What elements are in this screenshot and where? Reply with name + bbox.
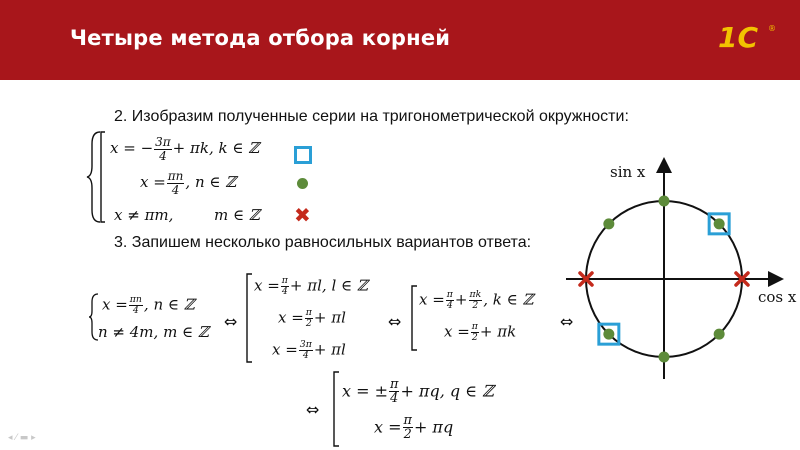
v3-l2-rhs: + πq	[413, 417, 454, 437]
v2-l2-den: 2	[471, 331, 478, 343]
v2-l2-num: π	[471, 321, 478, 332]
series1-denominator: 4	[154, 149, 172, 163]
v3-l1-lhs: x = ±	[342, 381, 389, 401]
green-dot-point	[714, 329, 725, 340]
v2-l1-lhs: x =	[419, 290, 445, 309]
series1-formula	[110, 136, 259, 162]
series3-formula	[114, 208, 173, 223]
v1-l2-num: π	[305, 307, 312, 318]
system-line1-den: 4	[129, 305, 143, 316]
variant2-line2	[444, 322, 516, 343]
blue-square-marker	[294, 146, 312, 164]
v2-l1-num1: π	[446, 289, 453, 300]
1c-logo	[718, 21, 776, 56]
system-line1	[102, 295, 195, 316]
green-dot-point	[714, 218, 725, 229]
green-dot-point	[603, 218, 614, 229]
series1-rhs: + πk, k ∈ ℤ	[172, 139, 260, 158]
variant1-line1	[254, 276, 368, 297]
green-dot-point	[659, 196, 670, 207]
series3-condition: m ∈ ℤ	[214, 206, 260, 224]
v3-l1-num: π	[390, 377, 399, 392]
v1-l1-num: π	[281, 275, 288, 286]
v2-l2-lhs: x =	[444, 322, 470, 341]
step2-text: 2. Изобразим полученные серии на тригонометрической окружности:	[114, 108, 629, 125]
v2-l1-den2: 2	[469, 300, 483, 311]
variant3-line1	[342, 378, 494, 406]
red-cross-marker: ✖	[294, 203, 311, 227]
v1-l3-num: 3π	[299, 339, 312, 350]
green-dot-point	[603, 329, 614, 340]
v1-l1-rhs: + πl, l ∈ ℤ	[289, 276, 368, 295]
logo-text: 1С	[718, 21, 759, 54]
series2-numerator: πn	[167, 169, 184, 183]
v1-l2-den: 2	[305, 317, 312, 329]
variant3-line2	[374, 414, 453, 442]
series2-rhs: , n ∈ ℤ	[185, 173, 237, 192]
variant2-line1	[419, 290, 533, 311]
sin-axis-label: sin x	[610, 163, 646, 181]
series2-denominator: 4	[167, 183, 185, 197]
v2-l1-num2: πk	[469, 289, 482, 300]
v2-l1-den1: 4	[446, 299, 453, 311]
v2-l1-mid: +	[454, 290, 468, 309]
header-bar	[0, 0, 800, 80]
v1-l1-lhs: x =	[254, 276, 280, 295]
series3-text: x ≠ πm,	[114, 206, 174, 224]
variant1-bracket	[245, 272, 253, 364]
v3-l1-den: 4	[390, 391, 399, 407]
variant1-line2	[278, 308, 346, 329]
unit-circle	[560, 155, 800, 405]
system-line1-lhs: x =	[102, 295, 128, 314]
series1-lhs: x = −	[110, 139, 154, 158]
green-dot-point	[659, 352, 670, 363]
series1-numerator: 3π	[155, 135, 171, 149]
v3-l2-num: π	[403, 413, 412, 428]
v1-l2-rhs: + πl	[313, 308, 346, 327]
variant3-bracket	[332, 370, 340, 448]
v3-l1-rhs: + πq, q ∈ ℤ	[400, 381, 494, 401]
v1-l3-lhs: x =	[272, 340, 298, 359]
step3-text: 3. Запишем несколько равносильных вариантов ответа:	[114, 234, 532, 251]
equiv-arrow-4: ⇔	[306, 400, 320, 419]
union-brace-step2	[86, 130, 106, 224]
slide-title: Четыре метода отбора корней	[70, 26, 451, 50]
slide-nav-controls[interactable]: ◂ ⁄ ▬ ▸	[8, 433, 36, 443]
v1-l3-den: 4	[299, 350, 313, 361]
series2-lhs: x =	[140, 173, 166, 192]
trig-circle-figure	[560, 155, 800, 405]
equiv-arrow-3: ⇔	[560, 312, 574, 331]
equiv-arrow-2: ⇔	[388, 312, 402, 331]
series2-formula	[140, 170, 236, 196]
system-line1-num: πn	[129, 294, 142, 305]
system-line2: n ≠ 4m, m ∈ ℤ	[98, 323, 209, 341]
v2-l2-rhs: + πk	[479, 322, 517, 341]
v1-l3-rhs: + πl	[313, 340, 346, 359]
system-line1-rhs: , n ∈ ℤ	[143, 295, 195, 314]
variant2-bracket	[410, 284, 418, 352]
v3-l2-den: 2	[403, 427, 412, 443]
equiv-arrow-1: ⇔	[224, 312, 238, 331]
green-dot-marker	[297, 178, 308, 189]
v1-l2-lhs: x =	[278, 308, 304, 327]
v2-l1-rhs: , k ∈ ℤ	[483, 290, 534, 309]
cos-axis-label: cos x	[758, 288, 797, 306]
logo-registered-mark: ®	[768, 24, 776, 33]
variant1-line3	[272, 340, 346, 361]
v1-l1-den: 4	[281, 285, 288, 297]
v3-l2-lhs: x =	[374, 417, 402, 437]
